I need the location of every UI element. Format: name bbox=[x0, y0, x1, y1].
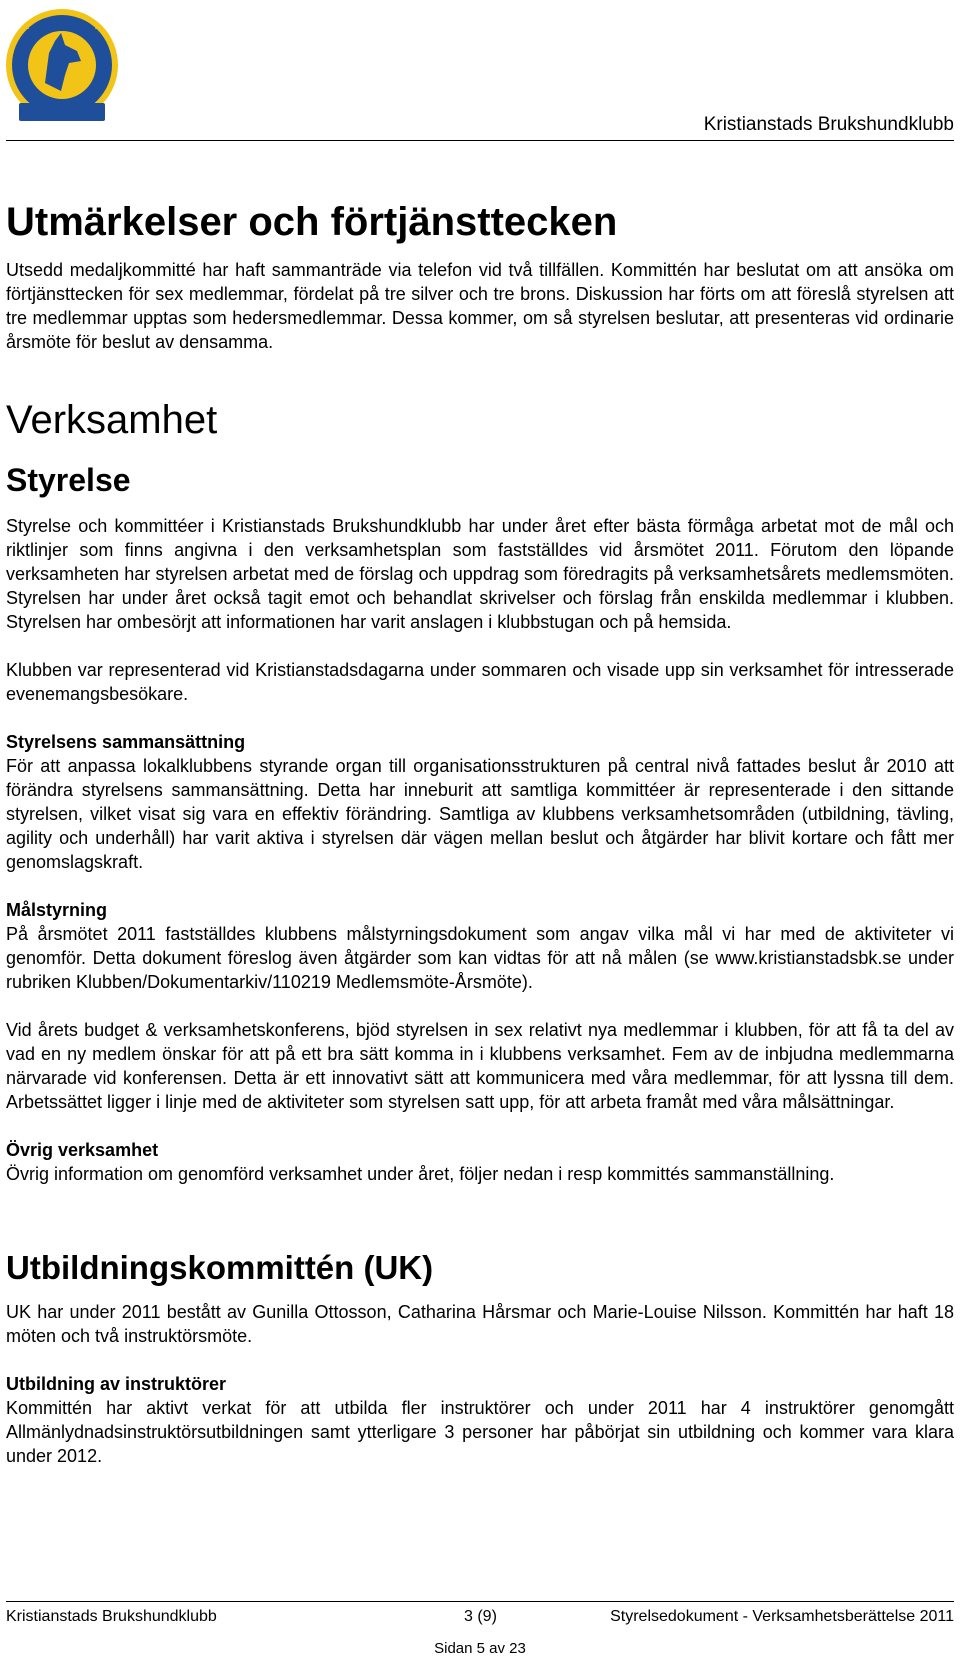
paragraph-styrelse-2: Klubben var representerad vid Kristianstadsdagarna under sommaren och visade upp sin verksamhet för intresserade evenemangsbesökare. bbox=[6, 660, 954, 704]
heading-ovrig: Övrig verksamhet bbox=[6, 1140, 159, 1160]
heading-sammansattning: Styrelsens sammansättning bbox=[6, 732, 246, 752]
paragraph-malstyrning: På årsmötet 2011 fastställdes klubbens målstyrningsdokument som angav vilka mål vi har med de aktiviteter vi genomför. Detta dokument föreslog även åtgärder som kan vidtas för att nå målen (se www.kristianstadsbk.se under rubriken Klubben/Dokumentarkiv/110219 Medlemsmöte-Årsmöte). bbox=[6, 924, 954, 992]
page-number: Sidan 5 av 23 bbox=[434, 1640, 526, 1657]
paragraph-budget: Vid årets budget & verksamhetskonferens, bjöd styrelsen in sex relativt nya medlemmar i klubben, för att få ta del av vad en ny medlem önskar för att på ett bra sätt komma in i klubbens verksamhet. Fem av de inbjudna medlemmarna närvarade vid konferensen. Detta är ett innovativt sätt att kommunicera med våra medlemmar, för att lyssna till dem. Arbetssättet ligger i linje med de aktiviteter som styrelsen satt upp, för att arbeta framåt med våra målsättningar. bbox=[6, 1020, 954, 1112]
footer-org: Kristianstads Brukshundklubb bbox=[6, 1608, 217, 1625]
paragraph-sammansattning: För att anpassa lokalklubbens styrande organ till organisationsstrukturen på central nivå fattades beslut år 2010 att förändra styrelsens sammansättning. Detta har inneburit att samtliga kommittéer är representerade i den sittande styrelsen, vilket visat sig vara en effektiv förändring. Samtliga av klubbens verksamhetsområden (utbildning, tävling, agility och underhåll) har varit aktiva i styrelsen där vägen mellan beslut och åtgärder har blivit kortare och fått mer genomslagskraft. bbox=[6, 756, 954, 872]
paragraph-uk: UK har under 2011 bestått av Gunilla Ottosson, Catharina Hårsmar och Marie-Louise Nilsson. Kommittén har haft 18 möten och två instruktörsmöte. bbox=[6, 1302, 954, 1346]
paragraph-utmarkelser: Utsedd medaljkommitté har haft sammanträde via telefon vid två tillfällen. Kommittén har beslutat om att ansöka om förtjänsttecken för sex medlemmar, fördelat på tre silver och tre brons. Diskussion har förts om att föreslå styrelsen att tre medlemmar upptas som hedersmedlemmar. Dessa kommer, om så styrelsen beslutar, att presenteras vid ordinarie årsmöte för beslut av densamma. bbox=[6, 260, 954, 352]
heading-instruktorer: Utbildning av instruktörer bbox=[6, 1374, 227, 1394]
heading-malstyrning: Målstyrning bbox=[6, 900, 108, 920]
heading-verksamhet: Verksamhet bbox=[6, 398, 218, 442]
footer-divider bbox=[6, 1601, 954, 1602]
heading-utmarkelser: Utmärkelser och förtjänsttecken bbox=[6, 200, 618, 244]
header-divider bbox=[6, 140, 954, 141]
footer-doc-title: Styrelsedokument - Verksamhetsberättelse 2011 bbox=[610, 1608, 954, 1625]
heading-uk: Utbildningskommittén (UK) bbox=[6, 1249, 434, 1286]
footer-page-of: 3 (9) bbox=[464, 1608, 497, 1625]
paragraph-styrelse-1: Styrelse och kommittéer i Kristianstads Brukshundklubb har under året efter bästa förmåga arbetat mot de mål och riktlinjer som finns angivna i den verksamhetsplan som fastställdes vid årsmötet 2011. Förutom den löpande verksamheten har styrelsen arbetat med de förslag och uppdrag som föredragits på verksamhetsårets medlemsmöten. Styrelsen har under året också tagit emot och behandlat skrivelser och förslag från enskilda medlemmar i klubben. Styrelsen har ombesörjt att informationen har varit anslagen i klubbstugan och på hemsida. bbox=[6, 516, 954, 632]
header-org-name: Kristianstads Brukshundklubb bbox=[703, 114, 954, 135]
document-body bbox=[6, 196, 954, 1492]
club-logo bbox=[3, 3, 121, 133]
heading-styrelse: Styrelse bbox=[6, 462, 131, 498]
paragraph-instruktorer: Kommittén har aktivt verkat för att utbilda fler instruktörer och under 2011 har 4 instruktörer genomgått Allmänlydnadsinstruktörsutbildningen samt ytterligare 3 personer har påbörjat sin utbildning och kommer vara klara under 2012. bbox=[6, 1398, 954, 1466]
paragraph-ovrig: Övrig information om genomförd verksamhet under året, följer nedan i resp kommittés sammanställning. bbox=[6, 1164, 835, 1184]
